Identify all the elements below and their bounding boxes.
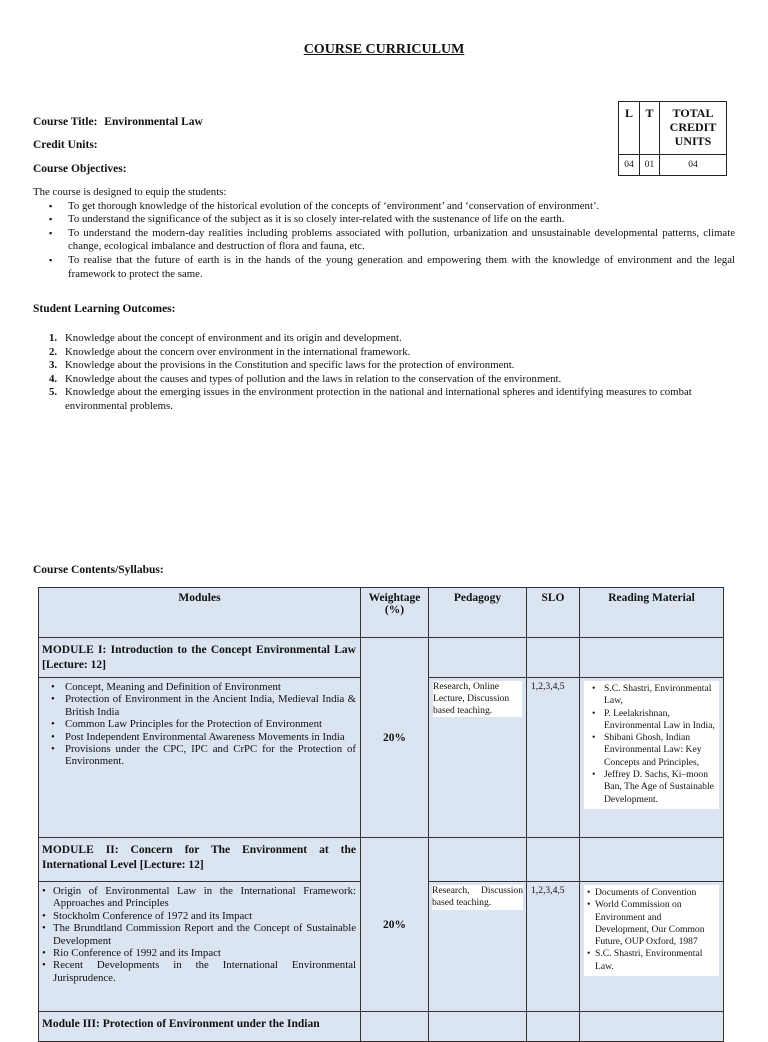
credit-value-l: 04 bbox=[619, 155, 640, 176]
outcome-text: Knowledge about the provisions in the Constitution and specific laws for the protection of environment. bbox=[65, 359, 515, 372]
outcome-text: Knowledge about the concern over environment in the international framework. bbox=[65, 345, 411, 358]
syllabus-table bbox=[38, 587, 724, 1042]
module-2-heading: MODULE II: Concern for The Environment at the International Level [Lecture: 12] bbox=[39, 838, 361, 882]
module-1-topics bbox=[39, 678, 361, 838]
objectives-intro: The course is designed to equip the students: bbox=[33, 186, 227, 198]
module-2-pedagogy-text: Research, Discussion based teaching. bbox=[432, 885, 523, 909]
reading-item: • S.C. Shastri, Environmental Law. bbox=[586, 948, 717, 973]
credit-header-l: L bbox=[619, 102, 640, 155]
objective-item: ▪ To understand the modern-day realities including problems associated with pollution, urbanization and unsustainable developmental patterns, climate change, ecological imbalance and destruction of flora and fauna, etc. bbox=[33, 227, 735, 254]
reading-item: • World Commission on Environment and Development, Our Common Future, OUP Oxford, 1987 bbox=[586, 899, 717, 948]
header-weightage: Weightage (%) bbox=[361, 588, 429, 638]
outcome-number: 4. bbox=[49, 372, 58, 385]
module-3-heading-row bbox=[39, 1012, 724, 1042]
outcome-number: 3. bbox=[49, 359, 58, 372]
outcome-text: Knowledge about the causes and types of pollution and the laws in relation to the conservation of the environment. bbox=[65, 372, 562, 385]
module-2-topics bbox=[39, 882, 361, 1012]
topic-item: • Stockholm Conference of 1972 and its Impact bbox=[41, 910, 356, 922]
outcome-item bbox=[33, 359, 723, 373]
module-2-pedagogy bbox=[429, 882, 527, 1012]
syllabus-header-row bbox=[39, 588, 724, 638]
module-1-pedagogy bbox=[429, 678, 527, 838]
syllabus-heading: Course Contents/Syllabus: bbox=[33, 564, 164, 576]
credit-header-t: T bbox=[640, 102, 660, 155]
reading-item: • Shibani Ghosh, Indian Environmental Law: Key Concepts and Principles, bbox=[586, 732, 717, 769]
module-3-heading: Module III: Protection of Environment under the Indian bbox=[39, 1012, 361, 1042]
objective-item: ▪ To realise that the future of earth is in the hands of the young generation and empowering them with the knowledge of environment and the legal framework to protect the same. bbox=[33, 254, 735, 281]
page-title: COURSE CURRICULUM bbox=[303, 42, 465, 57]
reading-item: • P. Leelakrishnan, Environmental Law in India, bbox=[586, 708, 717, 733]
outcome-item bbox=[33, 332, 723, 346]
topic-item: • Rio Conference of 1992 and its Impact bbox=[41, 947, 356, 959]
module-1-heading: MODULE I: Introduction to the Concept Environmental Law [Lecture: 12] bbox=[39, 638, 361, 678]
reading-item: • Documents of Convention bbox=[586, 887, 717, 899]
header-pedagogy: Pedagogy bbox=[429, 588, 527, 638]
outcome-number: 2. bbox=[49, 345, 58, 358]
topic-item: • Origin of Environmental Law in the International Framework: Approaches and Principles bbox=[41, 885, 356, 910]
objectives-section bbox=[33, 186, 735, 281]
outcome-item bbox=[33, 386, 723, 413]
credit-value-t: 01 bbox=[640, 155, 660, 176]
topic-item: • Provisions under the CPC, IPC and CrPC for the Protection of Environment. bbox=[41, 743, 356, 768]
outcome-number: 5. bbox=[49, 386, 58, 399]
credit-units-label: Credit Units: bbox=[33, 139, 98, 151]
module-1-slo: 1,2,3,4,5 bbox=[527, 678, 580, 838]
topic-item: • Common Law Principles for the Protection of Environment bbox=[41, 718, 356, 730]
outcome-number: 1. bbox=[49, 332, 58, 344]
outcome-item bbox=[33, 373, 723, 387]
outcomes-list bbox=[33, 332, 723, 414]
topic-item: • The Brundtland Commission Report and the Concept of Sustainable Development bbox=[41, 922, 356, 947]
reading-item: • S.C. Shastri, Environmental Law, bbox=[586, 683, 717, 708]
course-title-value: Environmental Law bbox=[104, 116, 203, 128]
topic-item: • Concept, Meaning and Definition of Environment bbox=[41, 681, 356, 693]
module-1-heading-row bbox=[39, 638, 724, 678]
slo-heading: Student Learning Outcomes: bbox=[33, 303, 176, 315]
module-1-weightage: 20% bbox=[361, 638, 429, 838]
outcome-text: Knowledge about the emerging issues in the environment protection in the national and international spheres and identifying measures to combat environmental problems. bbox=[65, 386, 692, 412]
outcome-text: Knowledge about the concept of environment and its origin and development. bbox=[65, 332, 402, 344]
credit-header-total: TOTAL CREDIT UNITS bbox=[660, 102, 727, 155]
module-2-heading-row bbox=[39, 838, 724, 882]
header-slo: SLO bbox=[527, 588, 580, 638]
module-1-reading bbox=[580, 678, 724, 838]
module-2-weightage: 20% bbox=[361, 838, 429, 1012]
module-2-reading bbox=[580, 882, 724, 1012]
objective-item: ▪ To get thorough knowledge of the historical evolution of the concepts of ‘environment’ and ‘conservation of environment’. bbox=[33, 200, 735, 214]
topic-item: • Recent Developments in the International Environmental Jurisprudence. bbox=[41, 959, 356, 984]
topic-item: • Protection of Environment in the Ancient India, Medieval India & British India bbox=[41, 693, 356, 718]
credit-units-table bbox=[618, 101, 727, 176]
header-reading: Reading Material bbox=[580, 588, 724, 638]
course-title-row bbox=[33, 116, 203, 128]
objectives-list bbox=[33, 200, 735, 282]
topic-item: • Post Independent Environmental Awareness Movements in India bbox=[41, 731, 356, 743]
course-title-label: Course Title: bbox=[33, 116, 98, 128]
header-modules: Modules bbox=[39, 588, 361, 638]
module-2-slo: 1,2,3,4,5 bbox=[527, 882, 580, 1012]
outcomes-section bbox=[33, 332, 723, 414]
objective-item: ▪ To understand the significance of the subject as it is so closely inter-related with the sustenance of life on the earth. bbox=[33, 213, 735, 227]
credit-value-total: 04 bbox=[660, 155, 727, 176]
reading-item: • Jeffrey D. Sachs, Ki–moon Ban, The Age of Sustainable Development. bbox=[586, 769, 717, 806]
outcome-item bbox=[33, 346, 723, 360]
course-objectives-label: Course Objectives: bbox=[33, 163, 127, 175]
module-1-pedagogy-text: Research, Online Lecture, Discussion based teaching. bbox=[433, 681, 522, 717]
